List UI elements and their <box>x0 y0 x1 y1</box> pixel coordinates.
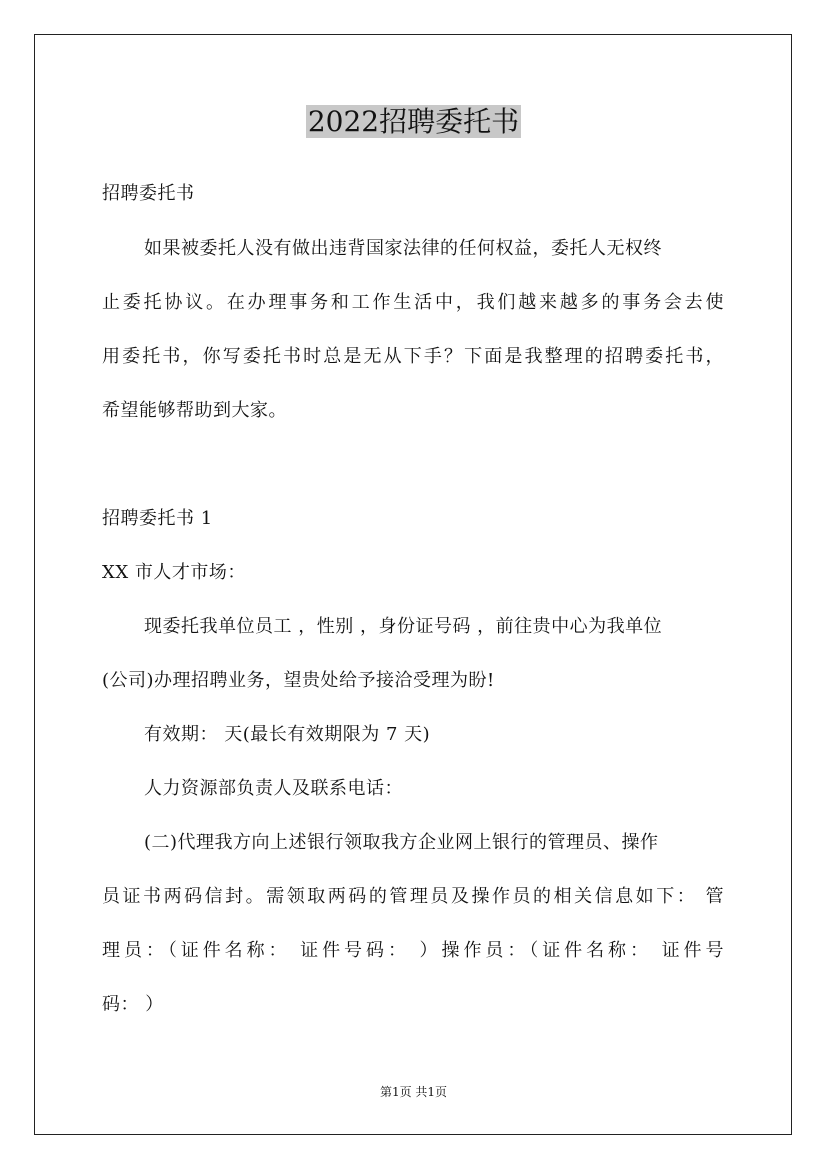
contact-line: 人力资源部负责人及联系电话： <box>144 778 403 799</box>
paragraph-line: 希望能够帮助到大家。 <box>102 400 287 421</box>
paragraph-line: 理员：（证件名称： 证件号码： ）操作员：（证件名称： 证件号 <box>102 940 724 961</box>
paragraph-line: 止委托协议。在办理事务和工作生活中，我们越来越多的事务会去使 <box>102 292 724 313</box>
validity-line: 有效期： 天(最长有效期限为 7 天) <box>144 724 431 745</box>
document-title <box>0 102 827 142</box>
section-heading: 招聘委托书 <box>102 183 195 204</box>
paragraph-line: 如果被委托人没有做出违背国家法律的任何权益，委托人无权终 <box>144 238 662 259</box>
page-footer: 第1页 共1页 <box>379 1085 448 1099</box>
paragraph-line: 员证书两码信封。需领取两码的管理员及操作员的相关信息如下： 管 <box>102 886 724 907</box>
addressee-line: XX 市人才市场： <box>102 562 246 583</box>
paragraph-line: 码： ） <box>102 994 164 1015</box>
paragraph-line: (公司)办理招聘业务，望贵处给予接洽受理为盼! <box>102 670 495 691</box>
paragraph-line: (二)代理我方向上述银行领取我方企业网上银行的管理员、操作 <box>144 832 659 853</box>
document-title-text: 2022招聘委托书 <box>307 105 520 138</box>
paragraph-line: 现委托我单位员工 ，性别 ，身份证号码 ，前往贵中心为我单位 <box>144 616 663 637</box>
section-heading: 招聘委托书 1 <box>102 508 213 529</box>
paragraph-line: 用委托书，你写委托书时总是无从下手？下面是我整理的招聘委托书， <box>102 346 724 367</box>
